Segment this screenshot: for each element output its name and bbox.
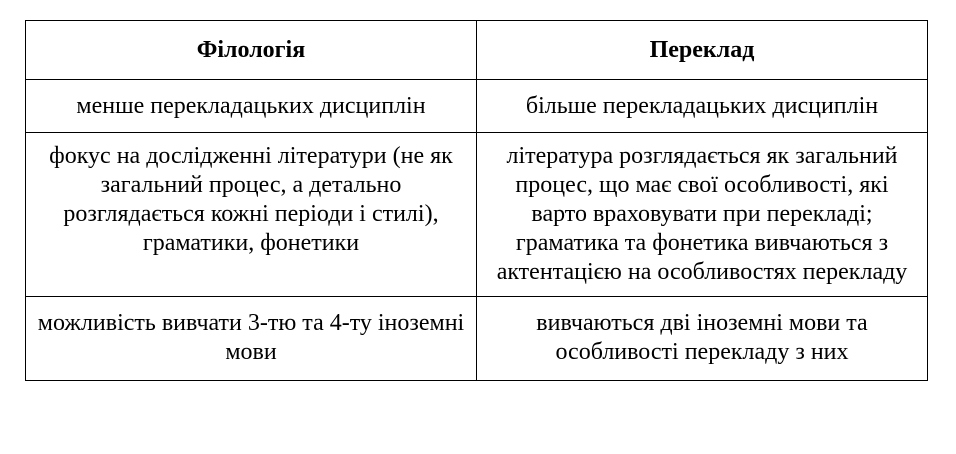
column-header-translation: Переклад <box>477 21 928 80</box>
table-cell-philology <box>26 80 477 133</box>
cell-text: більше перекладацьких дисциплін <box>525 92 879 119</box>
table-header-row <box>26 21 928 80</box>
cell-text: вивчаються дві іноземні мови та особливості перекладу з них <box>536 310 868 365</box>
cell-text: література розглядається як загальний процес, що має свої особливості, які варто враховувати при перекладі; граматика та фонетика вивчаються з актентацією на особливостях перекладу <box>496 143 908 285</box>
cell-text: менше перекладацьких дисциплін <box>76 92 426 119</box>
table-row <box>26 133 928 297</box>
table-cell-translation <box>477 133 928 297</box>
table-row <box>26 297 928 381</box>
table-cell-philology <box>26 297 477 381</box>
table-cell-translation <box>477 80 928 133</box>
cell-text: фокус на дослідженні літератури (не як загальний процес, а детально розглядається кожні періоди і стилі), граматики, фонетики <box>49 143 453 256</box>
cell-text: можливість вивчати 3-тю та 4-ту іноземні мови <box>37 310 465 365</box>
table-cell-philology <box>26 133 477 297</box>
comparison-table <box>25 20 928 381</box>
table-row <box>26 80 928 133</box>
table-cell-translation <box>477 297 928 381</box>
column-header-philology: Філологія <box>26 21 477 80</box>
